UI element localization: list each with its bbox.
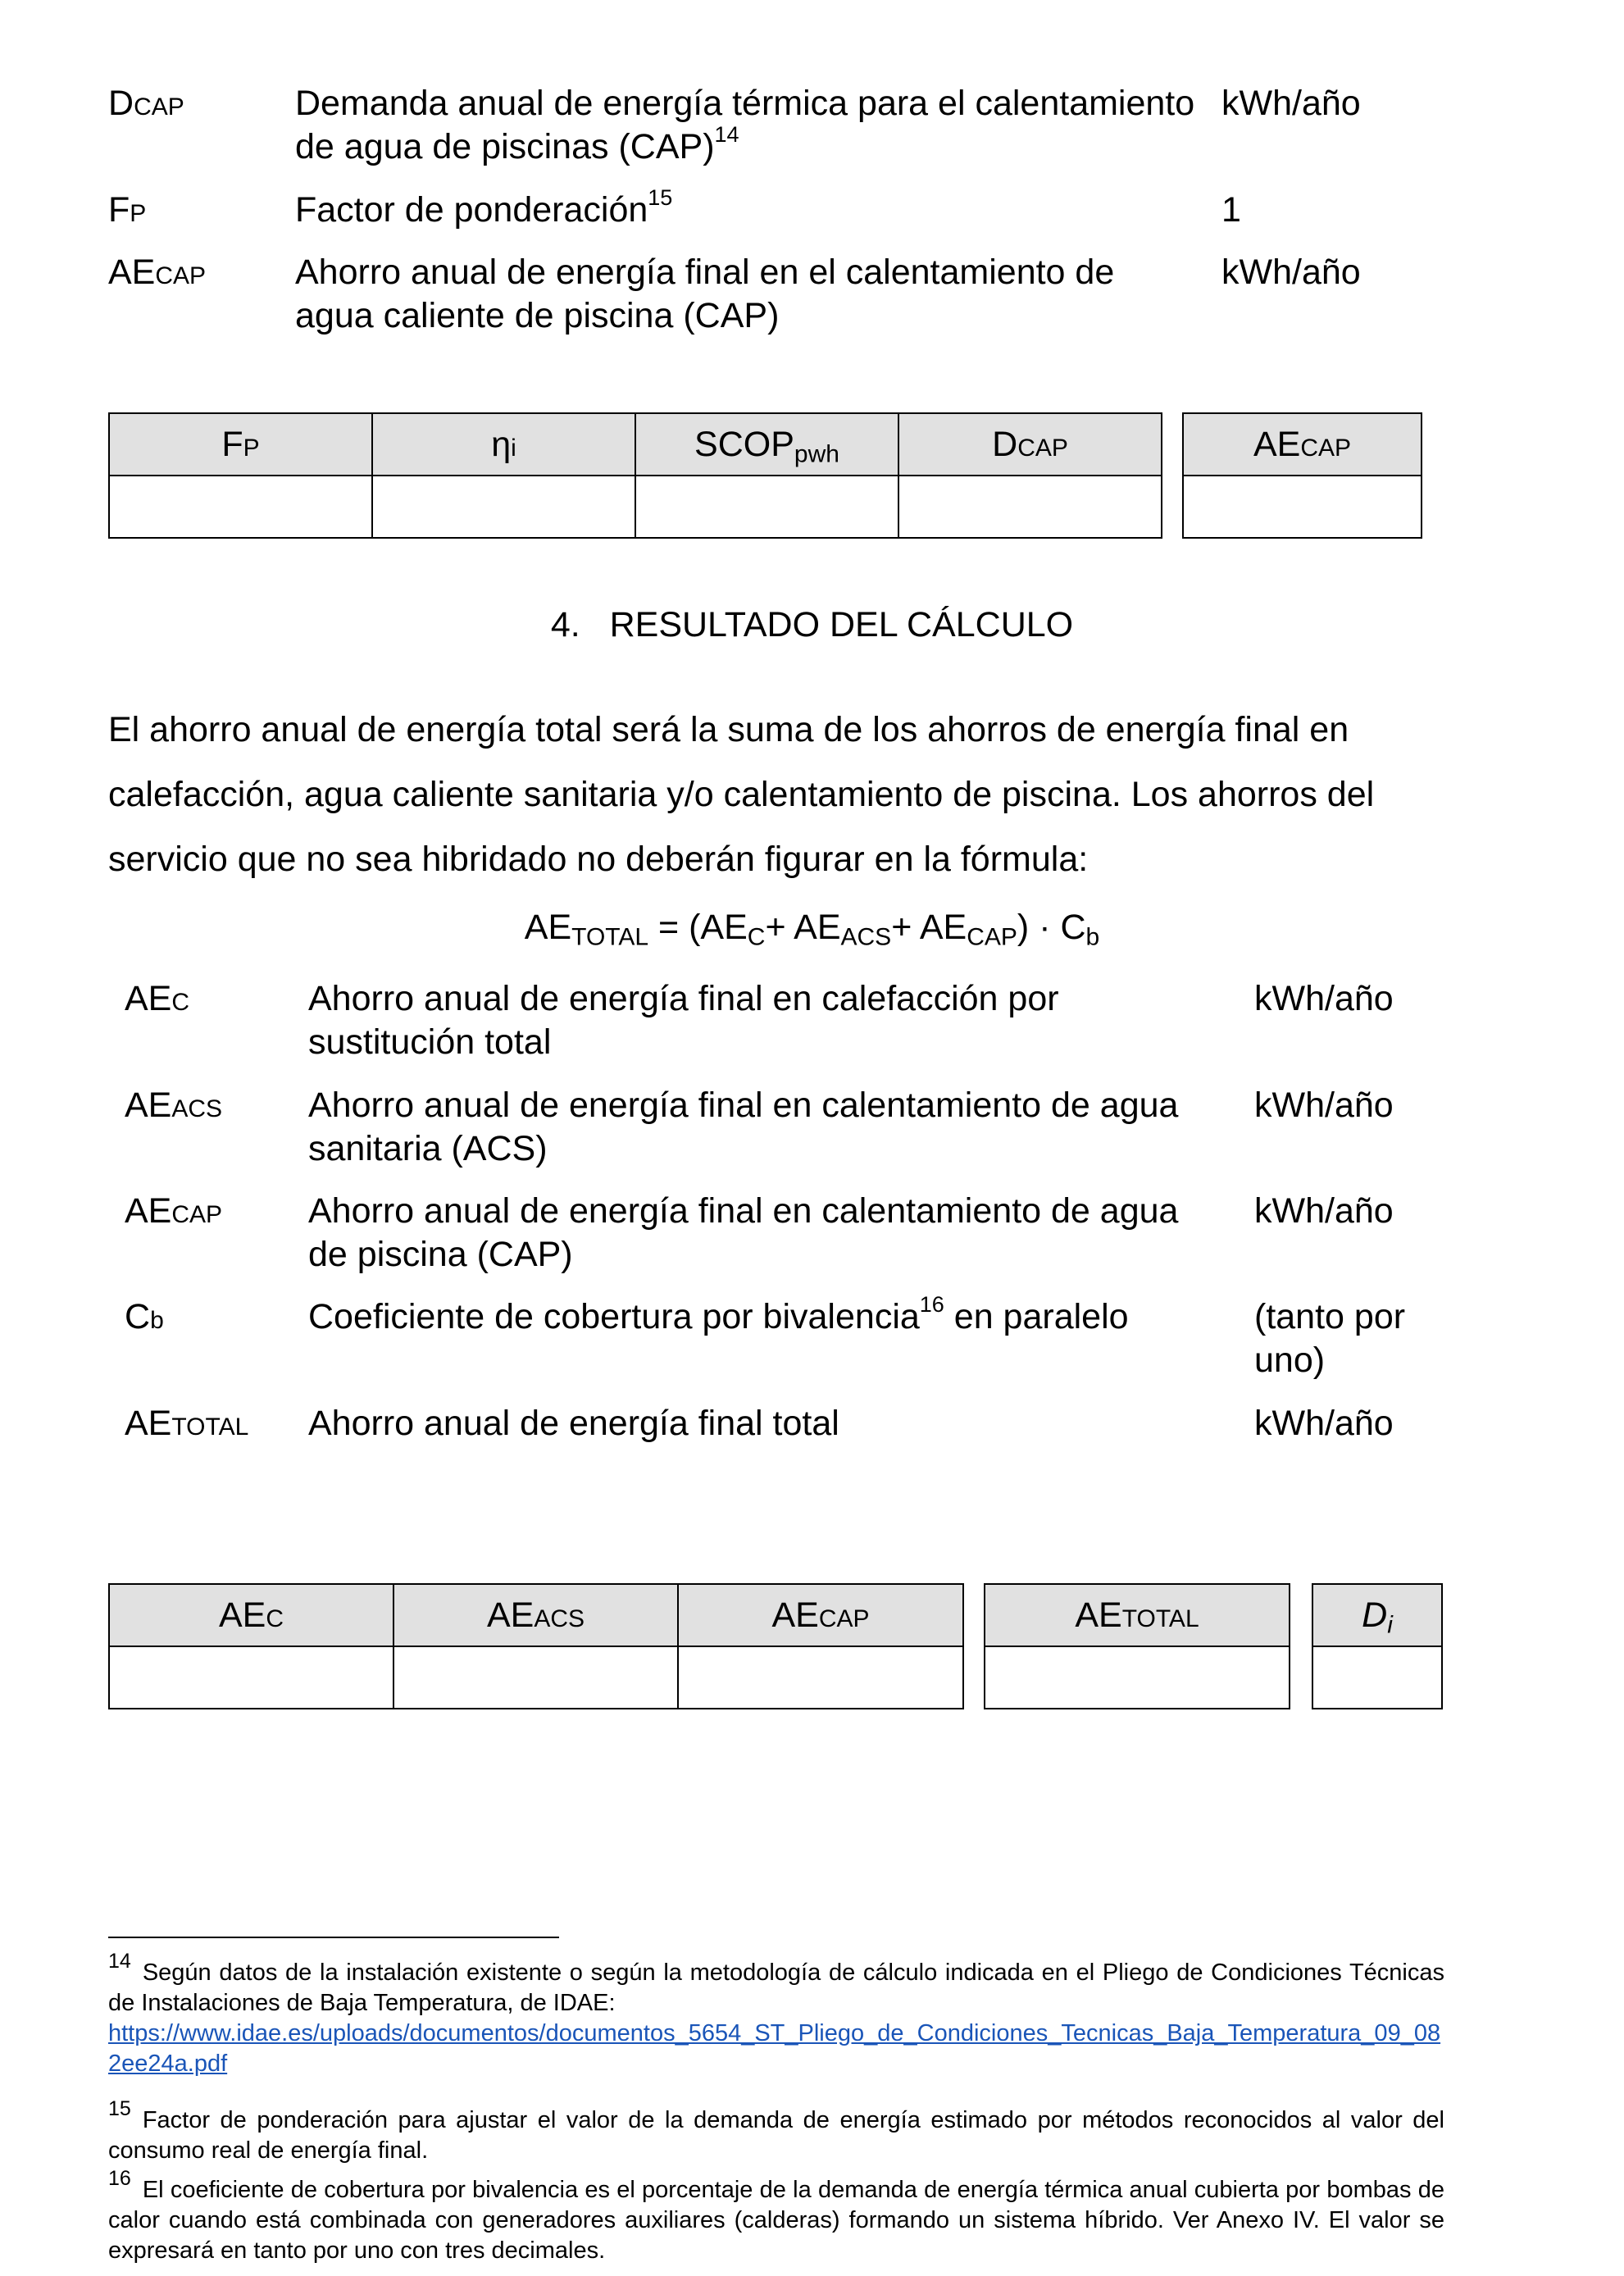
header-eta: ηi — [372, 413, 635, 476]
unit: kWh/año — [1254, 1191, 1394, 1231]
footnote-separator — [108, 1937, 559, 1938]
description: Ahorro anual de energía final en calefacción por sustitución total — [308, 979, 1059, 1062]
header-aec: AEC — [109, 1584, 393, 1646]
description: Ahorro anual de energía final en calentamiento de agua sanitaria (ACS) — [308, 1086, 1179, 1168]
di-cell[interactable] — [1312, 1646, 1442, 1709]
unit: kWh/año — [1221, 84, 1361, 123]
unit: kWh/año — [1254, 1086, 1394, 1125]
unit: kWh/año — [1221, 253, 1361, 292]
unit: kWh/año — [1254, 979, 1394, 1018]
input-cell[interactable] — [393, 1646, 678, 1709]
result-table — [1182, 412, 1422, 539]
header-fp: FP — [109, 413, 372, 476]
footnote-15: $^{15}$ Factor de ponderación para ajustar el valor de la demanda de energía estimado por métodos reconocidos al valor del consumo real de energía final. — [108, 2097, 1444, 2164]
symbol: Cb — [125, 1297, 164, 1336]
header-scop: $SCOP_{pwh}$ — [635, 413, 898, 476]
symbol: DCAP — [108, 84, 184, 123]
input-cell[interactable] — [109, 1646, 393, 1709]
savings-table — [108, 1583, 964, 1709]
total-cell[interactable] — [985, 1646, 1290, 1709]
header-aeacs: AEACS — [393, 1584, 678, 1646]
header-aecap: AECAP — [1183, 413, 1422, 476]
total-table — [984, 1583, 1290, 1709]
description: Demanda anual de energía térmica para el calentamiento de agua de piscinas (CAP)$^{14}$ — [295, 84, 1195, 166]
symbol: AECAP — [108, 253, 207, 292]
symbol: AEC — [125, 979, 190, 1018]
unit: (tanto por uno) — [1254, 1297, 1406, 1380]
symbol: FP — [108, 190, 147, 230]
footnote-14: $^{14}$ Según datos de la instalación existente o según la metodología de cálculo indicada en el Pliego de Condiciones Técnicas de Instalaciones de Baja Temperatura, de IDAE: https://www.idae.es/uploads/documentos/documentos_5654_ST_Pliego_de_Condiciones_Tecnicas_Baja_Temperatura_09_082ee24a.pdf — [108, 1950, 1444, 2077]
unit: kWh/año — [1254, 1404, 1394, 1443]
input-cell[interactable] — [109, 476, 372, 538]
input-cell[interactable] — [372, 476, 635, 538]
footnote-16: $^{16}$ El coeficiente de cobertura por bivalencia es el porcentaje de la demanda de energía térmica anual cubierta por bombas de calor cuando está combinada con generadores auxiliares (calderas) formando un sistema híbrido. Ver Anexo IV. El valor se expresará en tanto por uno con tres decimales. — [108, 2167, 1444, 2264]
header-dcap: DCAP — [898, 413, 1162, 476]
unit: 1 — [1221, 190, 1241, 230]
di-table — [1312, 1583, 1443, 1709]
input-cell[interactable] — [635, 476, 898, 538]
header-aetotal: AETOTAL — [985, 1584, 1290, 1646]
symbol: AETOTAL — [125, 1404, 249, 1443]
input-cell[interactable] — [678, 1646, 963, 1709]
symbol: AEACS — [125, 1086, 223, 1125]
body-paragraph: El ahorro anual de energía total será la suma de los ahorros de energía final en calefacción, agua caliente sanitaria y/o calentamiento de piscina. Los ahorros del servicio que no sea hibridado no deberán figurar en la fórmula: — [108, 710, 1375, 879]
description: Ahorro anual de energía final en el calentamiento de agua caliente de piscina (CAP) — [295, 253, 1115, 335]
symbol: AECAP — [125, 1191, 223, 1231]
total-savings-formula: $AE_{TOTAL} = (AE_C+ AE_{ACS}+ AE_{CAP}) \cdot C_b$ — [524, 908, 1100, 951]
description: Factor de ponderación$^{15}$ — [295, 184, 673, 230]
description: Coeficiente de cobertura por bivalencia$^{16}$ en paralelo — [308, 1291, 1129, 1336]
description: Ahorro anual de energía final total — [308, 1404, 839, 1443]
footnote-link[interactable]: https://www.idae.es/uploads/documentos/documentos_5654_ST_Pliego_de_Condiciones_Tecnicas_Baja_Temperatura_09_082ee24a.pdf — [108, 2020, 1441, 2077]
header-di: $D_i$ — [1312, 1584, 1442, 1646]
input-cell[interactable] — [898, 476, 1162, 538]
section-heading: 4. RESULTADO DEL CÁLCULO — [550, 605, 1074, 644]
result-cell[interactable] — [1183, 476, 1422, 538]
header-aecap: AECAP — [678, 1584, 963, 1646]
input-values-table — [108, 412, 1162, 539]
description: Ahorro anual de energía final en calentamiento de agua de piscina (CAP) — [308, 1191, 1179, 1274]
